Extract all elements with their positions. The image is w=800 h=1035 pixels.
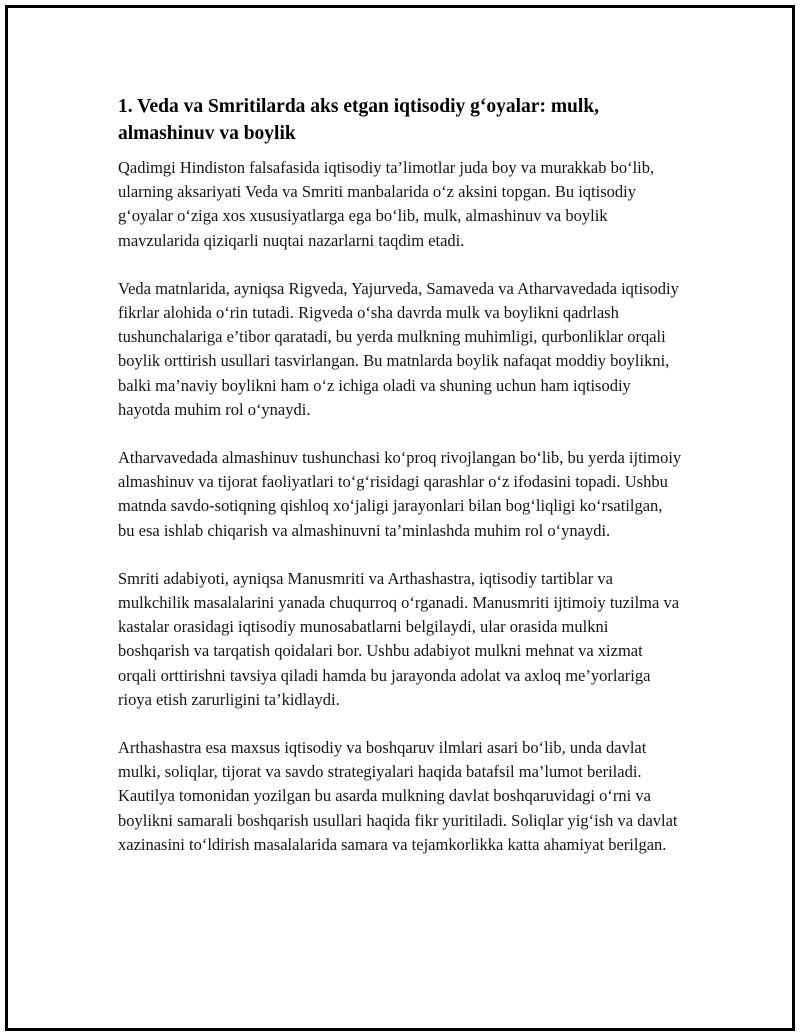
paragraph-intro: Qadimgi Hindiston falsafasida iqtisodiy ta’limotlar juda boy va murakkab bo‘lib, ularning aksariyati Veda va Smriti manbalarida o‘z aksini topgan. Bu iqtisodiy g‘oyalar o‘ziga xos xususiyatlarga ega bo‘lib, mulk, almashinuv va boylik mavzularida qiziqarli nuqtai nazarlarni taqdim etadi.: [118, 158, 655, 250]
document-body: [118, 93, 683, 881]
paragraph-smriti: Smriti adabiyoti, ayniqsa Manusmriti va Arthashastra, iqtisodiy tartiblar va mulkchilik masalalarini yanada chuqurroq o‘rganadi. Manusmriti ijtimoiy tuzilma va kastalar orasidagi iqtisodiy munosabatlarni belgilaydi, ular orasida mulkni boshqarish va tarqatish qoidalari bor. Ushbu adabiyot mulkni mehnat va xizmat orqali orttirishni tavsiya qiladi hamda bu jarayonda adolat va axloq me’yorlariga rioya etish zarurligini ta’kidlaydi.: [118, 568, 680, 709]
paragraph-veda: Veda matnlarida, ayniqsa Rigveda, Yajurveda, Samaveda va Atharvavedada iqtisodiy fikrlar alohida o‘rin tutadi. Rigveda o‘sha davrda mulk va boylikni qadrlash tushunchalariga e’tibor qaratadi, bu yerda mulkning muhimligi, qurbonliklar orqali boylik orttirish usullari tasvirlangan. Bu matnlarda boylik nafaqat moddiy boylikni, balki ma’naviy boylikni ham o‘z ichiga oladi va shuning uchun ham iqtisodiy hayotda muhim rol o‘ynaydi.: [118, 278, 679, 419]
section-heading: 1. Veda va Smritilarda aks etgan iqtisodiy g‘oyalar: mulk, almashinuv va boylik: [118, 96, 600, 144]
paragraph-atharvaveda: Atharvavedada almashinuv tushunchasi ko‘proq rivojlangan bo‘lib, bu yerda ijtimoiy almashinuv va tijorat faoliyatlari to‘g‘risidagi qarashlar o‘z ifodasini topadi. Ushbu matnda savdo-sotiqning qishloq xo‘jaligi jarayonlari bilan bog‘liqligi ko‘rsatilgan, bu esa ishlab chiqarish va almashinuvni ta’minlashda muhim rol o‘ynaydi.: [118, 448, 682, 540]
paragraph-arthashastra: Arthashastra esa maxsus iqtisodiy va boshqaruv ilmlari asari bo‘lib, unda davlat mulki, soliqlar, tijorat va savdo strategiyalari haqida batafsil ma’lumot beriladi. Kautilya tomonidan yozilgan bu asarda mulkning davlat boshqaruvidagi o‘rni va boylikni samarali boshqarish usullari haqida fikr yuritiladi. Soliqlar yig‘ish va davlat xazinasini to‘ldirish masalalarida samara va tejamkorlikka katta ahamiyat berilgan.: [118, 738, 678, 854]
